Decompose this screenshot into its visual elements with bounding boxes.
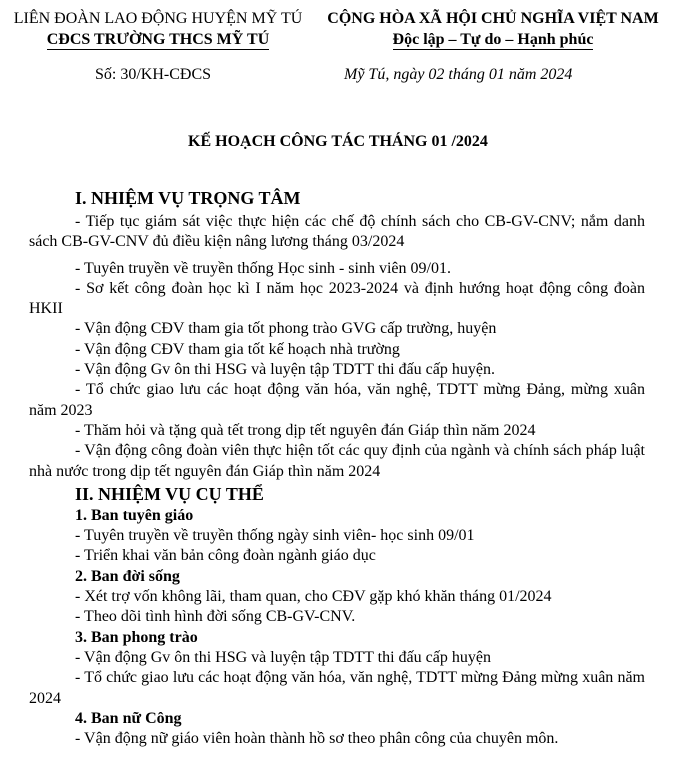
list-item: - Tuyên truyền về truyền thống ngày sinh viên- học sinh 09/01 [75,527,475,545]
subsection-title: 2. Ban đời sống [75,567,180,585]
list-item: - Tiếp tục giám sát việc thực hiện các chế độ chính sách cho CB-GV-CNV; nắm danh sách CB-GV-CNV đủ điều kiện nâng lương tháng 03/2024 [29,213,645,251]
date-line: Mỹ Tú, ngày 02 tháng 01 năm 2024 [344,66,573,83]
list-item: - Vận động Gv ôn thi HSG và luyện tập TDTT thi đấu cấp huyện [75,648,491,666]
document-number: Số: 30/KH-CĐCS [95,66,212,83]
parent-org-name: LIÊN ĐOÀN LAO ĐỘNG HUYỆN MỸ TÚ [13,10,303,27]
section-heading-2: II. NHIỆM VỤ CỤ THỂ [75,483,264,504]
subsection-title: 1. Ban tuyên giáo [75,506,194,524]
list-item: - Vận động CĐV tham gia tốt kế hoạch nhà trường [75,340,400,358]
nation-name: CỘNG HÒA XÃ HỘI CHỦ NGHĨA VIỆT NAM [327,10,659,27]
list-item: - Xét trợ vốn không lãi, tham quan, cho CĐV gặp khó khăn tháng 01/2024 [75,588,552,606]
document-body [29,186,645,749]
list-item: - Vận động công đoàn viên thực hiện tốt các quy định của ngành và chính sách pháp luật nhà nước trong dịp tết nguyên đán Giáp thìn năm 2024 [29,442,645,480]
national-motto: Độc lập – Tự do – Hạnh phúc [392,31,594,48]
list-item: - Vận động CĐV tham gia tốt phong trào GVG cấp trường, huyện [75,320,497,338]
subsection-title: 4. Ban nữ Công [75,709,182,727]
list-item: - Tổ chức giao lưu các hoạt động văn hóa, văn nghệ, TDTT mừng Đảng, mừng xuân năm 2023 [29,381,645,419]
org-name: CĐCS TRƯỜNG THCS MỸ TÚ [46,31,270,48]
list-item: - Sơ kết công đoàn học kì I năm học 2023-2024 và định hướng hoạt động công đoàn HKII [29,279,645,318]
national-heading [318,8,668,50]
list-item: - Thăm hỏi và tặng quà tết trong dịp tết nguyên đán Giáp thìn năm 2024 [75,421,536,439]
list-item: - Triển khai văn bản công đoàn ngành giáo dục [75,547,376,565]
section-heading-1: I. NHIỆM VỤ TRỌNG TÂM [75,188,301,208]
list-item: - Tổ chức giao lưu các hoạt động văn hóa, văn nghệ, TDTT mừng Đảng mừng xuân năm 2024 [29,669,645,707]
list-item: - Theo dõi tình hình đời sống CB-GV-CNV. [75,608,356,626]
document-title: KẾ HOẠCH CÔNG TÁC THÁNG 01 /2024 [188,133,488,150]
list-item: - Vận động nữ giáo viên hoàn thành hồ sơ theo phân công của chuyên môn. [75,730,559,748]
subsection-title: 3. Ban phong trào [75,628,198,646]
list-item: - Tuyên truyền về truyền thống Học sinh - sinh viên 09/01. [75,259,451,277]
issuing-organization [8,8,308,50]
list-item: - Vận động Gv ôn thi HSG và luyện tập TDTT thi đấu cấp huyện. [75,361,495,379]
